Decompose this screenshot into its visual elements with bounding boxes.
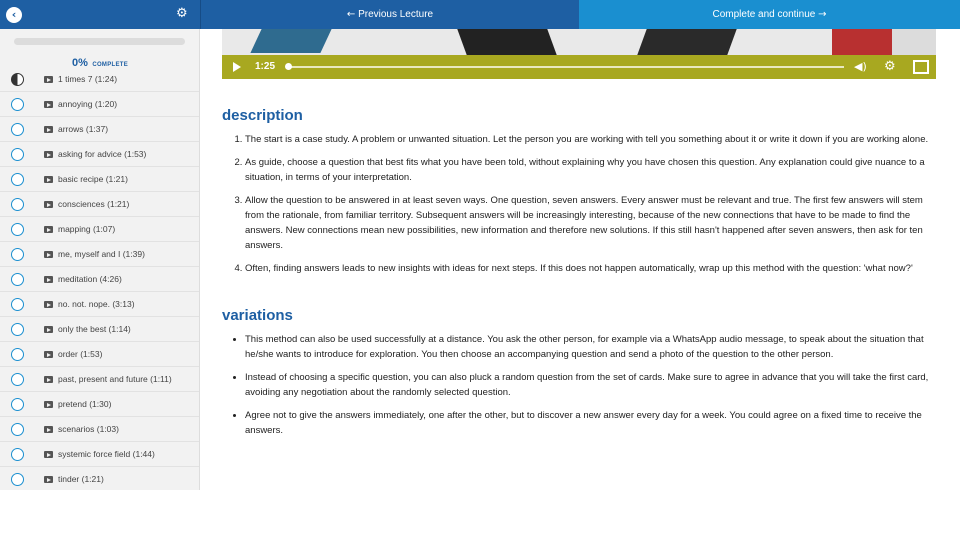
variations-heading: variations: [222, 307, 293, 324]
complete-and-continue-label: Complete and continue: [712, 9, 816, 20]
sidebar-header: [0, 0, 200, 29]
lesson-item[interactable]: [0, 342, 200, 367]
video-icon: [44, 176, 53, 183]
incomplete-circle-icon: [11, 273, 24, 286]
video-scrubber-handle[interactable]: [285, 63, 292, 70]
lesson-item[interactable]: [0, 217, 200, 242]
lesson-title: arrows (1:37): [58, 124, 109, 134]
incomplete-circle-icon: [11, 448, 24, 461]
variations-item: • Instead of choosing a specific question, you can also pluck a random question from the set of cards. Make sure to agree in advance that you will take the first card, avoiding any negotiation about the randomly selected question.: [245, 370, 936, 400]
video-icon: [44, 251, 53, 258]
incomplete-circle-icon: [11, 148, 24, 161]
description-item: 3. Allow the question to be answered in at least seven ways. One question, seven answers. Every answer must be relevant and true. The first few answers will stem from the rationale, from familiar territory. Subsequent answers will be increasingly interesting, because of the new connections that have to be made to find the answers. New connections mean new possibilities, new information and therefore new solutions. If this still hasn't happened after seven answers, then ask for ten answers.: [245, 193, 936, 253]
lesson-title: order (1:53): [58, 349, 103, 359]
lesson-title: me, myself and I (1:39): [58, 249, 145, 259]
video-frame-shape: [250, 29, 331, 53]
video-icon: [44, 476, 53, 483]
lesson-item[interactable]: [0, 467, 200, 490]
lesson-item[interactable]: [0, 67, 200, 92]
description-item: 1. The start is a case study. A problem or unwanted situation. Let the person you are working with tell you something about it or write it down if you are working alone.: [245, 132, 936, 147]
settings-gear-icon[interactable]: ⚙: [884, 59, 896, 74]
play-icon[interactable]: [233, 62, 241, 72]
variations-item: • Agree not to give the answers immediately, one after the other, but to discover a new answer every day for a week. You could agree on a fixed time to receive the answers.: [245, 408, 936, 438]
lesson-item[interactable]: [0, 392, 200, 417]
lesson-title: pretend (1:30): [58, 399, 112, 409]
progress-label: COMPLETE: [92, 62, 129, 68]
video-scrubber[interactable]: [288, 66, 844, 68]
lesson-item[interactable]: [0, 117, 200, 142]
lesson-title: scenarios (1:03): [58, 424, 119, 434]
complete-and-continue-button[interactable]: [579, 0, 960, 29]
lesson-item[interactable]: [0, 192, 200, 217]
lecture-content: [222, 107, 936, 446]
incomplete-circle-icon: [11, 348, 24, 361]
incomplete-circle-icon: [11, 248, 24, 261]
video-icon: [44, 301, 53, 308]
lesson-item[interactable]: [0, 317, 200, 342]
video-icon: [44, 376, 53, 383]
video-icon: [44, 201, 53, 208]
video-frame-shape: [832, 29, 892, 55]
video-frame-shape: [892, 29, 936, 55]
video-frame: [222, 29, 936, 55]
incomplete-circle-icon: [11, 398, 24, 411]
description-item: 4. Often, finding answers leads to new insights with ideas for next steps. If this does not happen automatically, wrap up this method with the question: 'what now?': [245, 261, 936, 276]
course-progress-bar: [14, 38, 185, 45]
lesson-item[interactable]: [0, 292, 200, 317]
lesson-title: 1 times 7 (1:24): [58, 74, 118, 84]
gear-icon[interactable]: ⚙: [176, 6, 188, 21]
description-item: 2. As guide, choose a question that best fits what you have been told, without explaining why you have chosen this question. Any explanation could give nuance to a situation, in terms of your interpretation.: [245, 155, 936, 185]
top-bar: [0, 0, 960, 29]
video-icon: [44, 226, 53, 233]
half-complete-icon: [11, 73, 24, 86]
incomplete-circle-icon: [11, 473, 24, 486]
incomplete-circle-icon: [11, 323, 24, 336]
video-icon: [44, 151, 53, 158]
incomplete-circle-icon: [11, 123, 24, 136]
lesson-title: no. not. nope. (3:13): [58, 299, 135, 309]
incomplete-circle-icon: [11, 223, 24, 236]
video-frame-shape: [637, 29, 736, 55]
video-icon: [44, 76, 53, 83]
variations-list: [222, 332, 936, 438]
video-icon: [44, 351, 53, 358]
lesson-title: asking for advice (1:53): [58, 149, 147, 159]
arrow-right-icon: →: [818, 9, 827, 20]
video-current-time: 1:25: [255, 61, 276, 72]
previous-lecture-label: Previous Lecture: [358, 9, 434, 20]
video-frame-shape: [457, 29, 556, 55]
video-controls: [222, 55, 936, 79]
lesson-title: consciences (1:21): [58, 199, 130, 209]
incomplete-circle-icon: [11, 98, 24, 111]
course-sidebar: [0, 29, 200, 490]
incomplete-circle-icon: [11, 423, 24, 436]
lesson-item[interactable]: [0, 242, 200, 267]
video-icon: [44, 401, 53, 408]
lesson-title: meditation (4:26): [58, 274, 122, 284]
incomplete-circle-icon: [11, 198, 24, 211]
lesson-title: mapping (1:07): [58, 224, 116, 234]
lesson-item[interactable]: [0, 92, 200, 117]
back-button[interactable]: [6, 7, 22, 23]
lesson-item[interactable]: [0, 142, 200, 167]
lesson-item[interactable]: [0, 167, 200, 192]
incomplete-circle-icon: [11, 373, 24, 386]
description-list: [222, 132, 936, 276]
description-heading: description: [222, 107, 303, 124]
previous-lecture-button[interactable]: [200, 0, 579, 29]
lesson-title: past, present and future (1:11): [58, 374, 172, 384]
chevron-left-icon: ‹: [11, 8, 17, 21]
video-icon: [44, 276, 53, 283]
lesson-item[interactable]: [0, 267, 200, 292]
incomplete-circle-icon: [11, 298, 24, 311]
arrow-left-icon: ←: [346, 9, 356, 20]
lesson-item[interactable]: [0, 442, 200, 467]
video-icon: [44, 101, 53, 108]
video-icon: [44, 451, 53, 458]
lesson-item[interactable]: [0, 367, 200, 392]
lesson-title: annoying (1:20): [58, 99, 118, 109]
lesson-title: basic recipe (1:21): [58, 174, 128, 184]
lesson-title: systemic force field (1:44): [58, 449, 155, 459]
video-icon: [44, 126, 53, 133]
progress-percent: 0%: [71, 57, 88, 69]
lesson-title: only the best (1:14): [58, 324, 131, 334]
fullscreen-icon[interactable]: [913, 60, 929, 74]
lesson-title: tinder (1:21): [58, 474, 104, 484]
incomplete-circle-icon: [11, 173, 24, 186]
lesson-item[interactable]: [0, 417, 200, 442]
volume-icon[interactable]: ◀︎): [854, 60, 867, 73]
video-icon: [44, 326, 53, 333]
video-icon: [44, 426, 53, 433]
video-player[interactable]: [222, 29, 936, 79]
variations-item: • This method can also be used successfully at a distance. You ask the other person, for example via a WhatsApp audio message, to speak about the situation that he/she wants to introduce for exploration. You then choose an accompanying question and send a photo of the question to the other person.: [245, 332, 936, 362]
